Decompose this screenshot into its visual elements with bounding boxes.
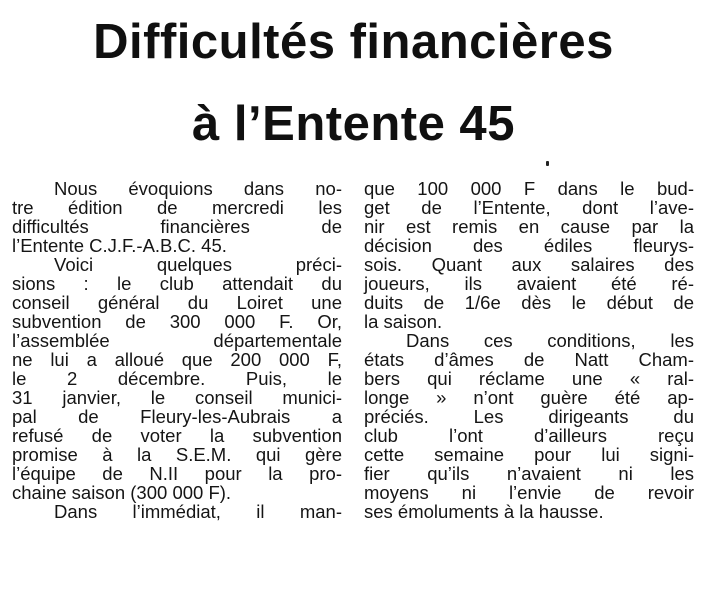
text-line: cette semaine pour lui signi- — [364, 444, 694, 465]
text-line: décision des édiles fleurys- — [364, 235, 694, 256]
headline-line-2: à l’Entente 45 — [192, 97, 515, 151]
left-column — [12, 179, 342, 521]
text-line: Dans l’immédiat, il man- — [54, 501, 342, 522]
text-line: sions : le club attendait du — [12, 273, 342, 294]
text-line: préciés. Les dirigeants du — [364, 406, 694, 427]
text-line: longe » n’ont guère été ap- — [364, 387, 694, 408]
text-line: l’assemblée départementale — [12, 330, 342, 351]
text-line: que 100 000 F dans le bud- — [364, 178, 694, 199]
headline-line-1: Difficultés financières — [93, 15, 614, 69]
text-line: conseil général du Loiret une — [12, 292, 342, 313]
text-line: ne lui a alloué que 200 000 F, — [12, 349, 342, 370]
text-line: refusé de voter la subvention — [12, 425, 342, 446]
text-line: club l’ont d’ailleurs reçu — [364, 425, 694, 446]
text-line: duits de 1/6e dès le début de — [364, 292, 694, 313]
text-line: joueurs, ils avaient été ré- — [364, 273, 694, 294]
text-line: le 2 décembre. Puis, le — [12, 368, 342, 389]
ink-speck — [546, 161, 549, 166]
text-line: Nous évoquions dans no- — [54, 178, 342, 199]
text-line: pal de Fleury-les-Aubrais a — [12, 406, 342, 427]
text-line: nir est remis en cause par la — [364, 216, 694, 237]
text-line: promise à la S.E.M. qui gère — [12, 444, 342, 465]
text-line: la saison. — [364, 311, 443, 332]
text-line: Voici quelques préci- — [54, 254, 342, 275]
text-line: bers qui réclame une « ral- — [364, 368, 694, 389]
text-line: difficultés financières de — [12, 216, 342, 237]
text-line: sois. Quant aux salaires des — [364, 254, 694, 275]
text-line: moyens ni l’envie de revoir — [364, 482, 694, 503]
text-line: ses émoluments à la hausse. — [364, 501, 604, 522]
text-line: états d’âmes de Natt Cham- — [364, 349, 694, 370]
text-line: get de l’Entente, dont l’ave- — [364, 197, 694, 218]
text-line: l’Entente C.J.F.-A.B.C. 45. — [12, 235, 227, 256]
text-line: l’équipe de N.II pour la pro- — [12, 463, 342, 484]
text-line: Dans ces conditions, les — [406, 330, 694, 351]
text-line: 31 janvier, le conseil munici- — [12, 387, 342, 408]
text-line: tre édition de mercredi les — [12, 197, 342, 218]
text-line: chaine saison (300 000 F). — [12, 482, 232, 503]
text-line: fier qu’ils n’avaient ni les — [364, 463, 694, 484]
text-line: subvention de 300 000 F. Or, — [12, 311, 342, 332]
right-column — [364, 179, 694, 521]
